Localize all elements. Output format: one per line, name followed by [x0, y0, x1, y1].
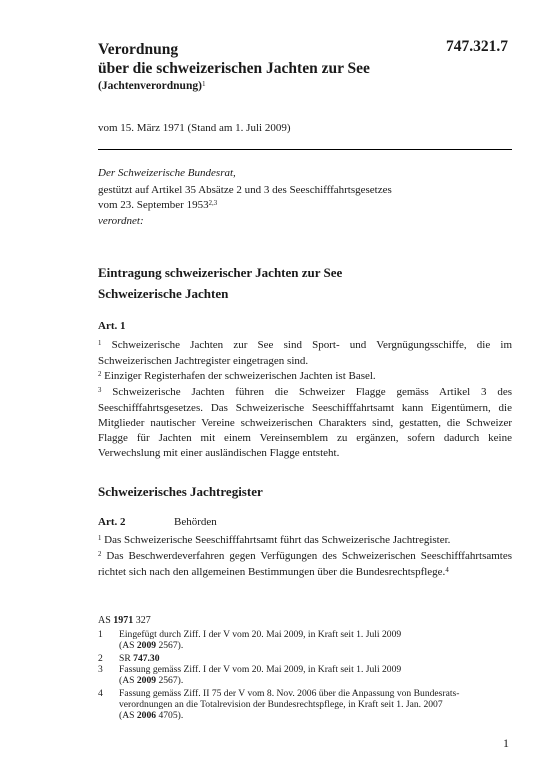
footnote-text-2: (AS 2009 2567).: [119, 675, 184, 686]
footnote-text-2: verordnungen an die Totalrevision der Bundesrechtspflege, in Kraft seit 1. Jan. 2007: [119, 699, 443, 710]
footnote-number: 3: [98, 664, 103, 675]
footnote-ref-1: 1: [201, 79, 206, 88]
footnote-text-2: (AS 2009 2567).: [119, 640, 184, 651]
page-number: 1: [503, 736, 509, 750]
preamble-decree: verordnet:: [98, 215, 144, 227]
article-1-paragraph-1: [98, 338, 512, 369]
footnote-number: 1: [98, 629, 103, 640]
footnote-2: [98, 653, 518, 664]
paragraph-number: 3: [98, 386, 102, 394]
article-1-paragraph-3: [98, 385, 512, 461]
source-reference: [98, 615, 151, 626]
section-heading-yacht-register: Schweizerisches Jachtregister: [98, 484, 263, 499]
article-1-paragraph-2: [98, 369, 512, 385]
paragraph-number: 1: [98, 339, 102, 347]
footnote-text: Eingefügt durch Ziff. I der V vom 20. Mai 2009, in Kraft seit 1. Juli 2009: [119, 629, 402, 640]
footnote-number: 2: [98, 653, 103, 664]
paragraph-number: 2: [98, 370, 102, 378]
preamble-authority: Der Schweizerische Bundesrat,: [98, 167, 236, 179]
section-heading-swiss-yachts: Schweizerische Jachten: [98, 286, 229, 301]
footnote-4: [98, 688, 518, 721]
document-title: [98, 40, 370, 78]
title-line-2: über die schweizerischen Jachten zur See: [98, 60, 370, 77]
title-line-1: Verordnung: [98, 41, 179, 58]
article-2-header: [98, 515, 217, 530]
paragraph-text: Einziger Registerhafen der schweizerischen Jachten ist Basel.: [104, 370, 376, 382]
footnote-text-3: (AS 2006 4705).: [119, 710, 184, 721]
article-2-label: Art. 2: [98, 516, 126, 528]
article-1-label: Art. 1: [98, 320, 126, 332]
footnote-text: SR 747.30: [119, 653, 160, 664]
article-2-paragraph-2: [98, 549, 512, 581]
preamble: [98, 166, 392, 229]
footnote-text: Fassung gemäss Ziff. II 75 der V vom 8. Nov. 2006 über die Anpassung von Bundesrats-: [119, 688, 460, 699]
enactment-date: vom 15. März 1971 (Stand am 1. Juli 2009): [98, 122, 291, 134]
paragraph-text: Das Schweizerische Seeschifffahrtsamt führt das Schweizerische Jachtregister.: [104, 534, 451, 546]
article-2-title: Behörden: [174, 516, 217, 528]
paragraph-text: Schweizerische Jachten zur See sind Sport- und Vergnügungsschiffe, die im Schweizerischen Jachtregister eingetragen sind.: [98, 339, 513, 367]
footnote-number: 4: [98, 688, 103, 699]
footnote-text: Fassung gemäss Ziff. I der V vom 20. Mai 2009, in Kraft seit 1. Juli 2009: [119, 664, 402, 675]
paragraph-text: Das Beschwerdeverfahren gegen Verfügungen des Schweizerischen Seeschifffahrtsamtes richtet sich nach den allgemeinen Bestimmungen über die Bundesrechtspflege.: [98, 550, 513, 578]
footnote-ref-4: 4: [445, 566, 449, 574]
footnote-1: [98, 629, 518, 651]
preamble-basis-date: vom 23. September 1953: [98, 199, 209, 211]
source-prefix: AS: [98, 615, 114, 626]
article-2-paragraph-1: [98, 533, 512, 549]
short-title: [98, 80, 206, 92]
header-divider: [98, 149, 512, 150]
paragraph-number: 1: [98, 534, 102, 542]
footnote-3: [98, 664, 518, 686]
source-page: 327: [133, 615, 151, 626]
paragraph-number: 2: [98, 550, 102, 558]
preamble-basis-line-2: [98, 198, 392, 214]
document-number: 747.321.7: [446, 38, 508, 55]
short-title-text: (Jachtenverordnung): [98, 80, 202, 92]
paragraph-text: Schweizerische Jachten führen die Schweizer Flagge gemäss Artikel 3 des Seeschifffahrtsgesetzes. Das Schweizerische Seeschifffahrtsamt kann Eigentümern, die Mitglieder nautischer Vereine schweizerischen Charakters sind, gestatten, die Schweizer Flagge für Jachten mit einem Vereinsemblem zu ergänzen, sofern dadurch keine Verwechslung mit einer ausländischen Flagge entsteht.: [98, 386, 513, 459]
source-year: 1971: [113, 615, 134, 626]
preamble-basis-line-1: gestützt auf Artikel 35 Absätze 2 und 3 des Seeschifffahrtsgesetzes: [98, 184, 392, 196]
footnote-ref-2-3: 2,3: [208, 199, 218, 207]
section-heading-registration: Eintragung schweizerischer Jachten zur See: [98, 265, 343, 280]
